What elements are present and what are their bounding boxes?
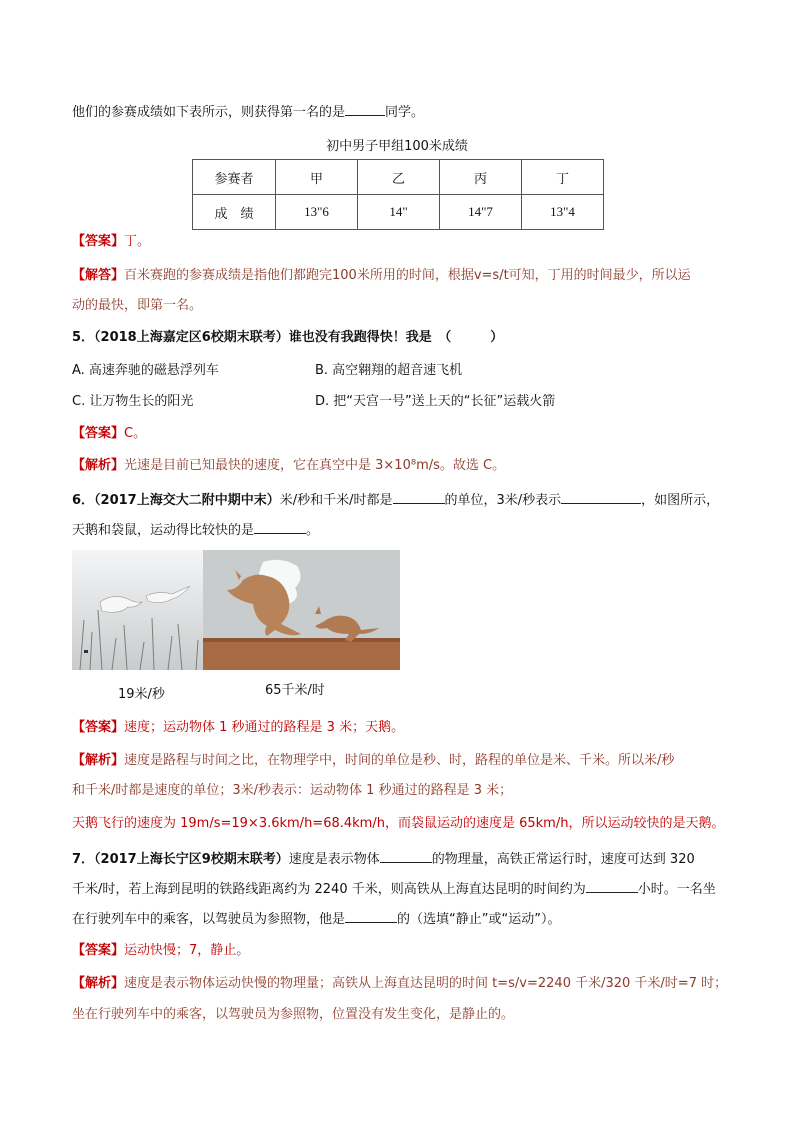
q5-option-a: A. 高速奔驰的磁悬浮列车 xyxy=(72,363,219,378)
table-caption: 初中男子甲组100米成绩 xyxy=(326,139,468,154)
q5-stem: 5．（2018上海嘉定区6校期末联考）谁也没有我跑得快！我是 （ ） xyxy=(72,330,504,345)
table-row xyxy=(193,195,604,230)
answer-blank[interactable] xyxy=(393,489,445,504)
q4-solution-cont: 动的最快，即第一名。 xyxy=(72,298,203,313)
q4-answer: 【答案】丁。 xyxy=(72,234,151,249)
q6-answer: 【答案】速度；运动物体 1 秒通过的路程是 3 米；天鹅。 xyxy=(72,720,405,735)
q6-analysis: 【解析】速度是路程与时间之比，在物理学中，时间的单位是秒、时，路程的单位是米、千米。所以米/秒 xyxy=(72,753,675,768)
table-cell: 甲 xyxy=(276,160,358,195)
q5-answer: 【答案】C。 xyxy=(72,426,147,441)
table-cell: 14"7 xyxy=(440,195,522,230)
q7-analysis: 【解析】速度是表示物体运动快慢的物理量；高铁从上海直达昆明的时间 t=s/v=2240 千米/320 千米/时=7 时； xyxy=(72,976,728,991)
q5-option-c: C. 让万物生长的阳光 xyxy=(72,394,194,409)
table-cell: 丙 xyxy=(440,160,522,195)
q4-solution: 【解答】百米赛跑的参赛成绩是指他们都跑完100米所用的时间，根据v=s/t可知，丁用的时间最少，所以运 xyxy=(72,268,691,283)
q7-stem: 7．（2017上海长宁区9校期末联考）速度是表示物体 的物理量，高铁正常运行时，速度可达到 320 xyxy=(72,848,695,869)
table-cell: 13"4 xyxy=(522,195,604,230)
kangaroo-speed-label: 65千米/时 xyxy=(265,683,325,698)
q6-stem: 6．（2017上海交大二附中期中末）米/秒和千米/时都是 的单位，3米/秒表示 ，如图所示， xyxy=(72,489,719,510)
table-cell: 乙 xyxy=(358,160,440,195)
answer-blank[interactable] xyxy=(561,489,641,504)
q6-stem-cont: 天鹅和袋鼠，运动得比较快的是 。 xyxy=(72,519,319,540)
kangaroo-photo xyxy=(203,550,400,670)
table-cell: 14" xyxy=(358,195,440,230)
answer-blank[interactable] xyxy=(586,878,638,893)
table-cell: 丁 xyxy=(522,160,604,195)
answer-blank[interactable] xyxy=(254,519,306,534)
q5-option-b: B. 高空翱翔的超音速飞机 xyxy=(315,363,463,378)
answer-blank[interactable] xyxy=(380,848,432,863)
swan-illustration xyxy=(72,550,203,670)
q5-analysis: 【解析】光速是目前已知最快的速度，它在真空中是 3×10⁸m/s。故选 C。 xyxy=(72,458,506,473)
q6-analysis-cont2: 天鹅飞行的速度为 19m/s=19×3.6km/h=68.4km/h，而袋鼠运动的速度是 65km/h，所以运动较快的是天鹅。 xyxy=(72,816,725,831)
table-cell: 成 绩 xyxy=(193,195,276,230)
kangaroo-illustration xyxy=(203,550,400,670)
q7-analysis-cont: 坐在行驶列车中的乘客，以驾驶员为参照物，位置没有发生变化，是静止的。 xyxy=(72,1007,515,1022)
q6-analysis-cont: 和千米/时都是速度的单位；3米/秒表示：运动物体 1 秒通过的路程是 3 米； xyxy=(72,783,513,798)
q7-stem-cont: 千米/时，若上海到昆明的铁路线距离约为 2240 千米，则高铁从上海直达昆明的时间约为 小时。一名坐 xyxy=(72,878,716,899)
table-cell: 参赛者 xyxy=(193,160,276,195)
swan-photo xyxy=(72,550,203,670)
score-table xyxy=(192,159,604,230)
table-row xyxy=(193,160,604,195)
table-cell: 13"6 xyxy=(276,195,358,230)
q5-option-d: D. 把“天宫一号”送上天的“长征”运载火箭 xyxy=(315,394,556,409)
answer-blank[interactable] xyxy=(345,101,385,116)
swan-speed-label: 19米/秒 xyxy=(118,687,165,702)
answer-blank[interactable] xyxy=(345,908,397,923)
q7-stem-cont2: 在行驶列车中的乘客，以驾驶员为参照物，他是 的（选填“静止”或“运动”）。 xyxy=(72,908,560,929)
intro-line: 他们的参赛成绩如下表所示，则获得第一名的是 同学。 xyxy=(72,101,424,122)
q7-answer: 【答案】运动快慢；7，静止。 xyxy=(72,943,250,958)
